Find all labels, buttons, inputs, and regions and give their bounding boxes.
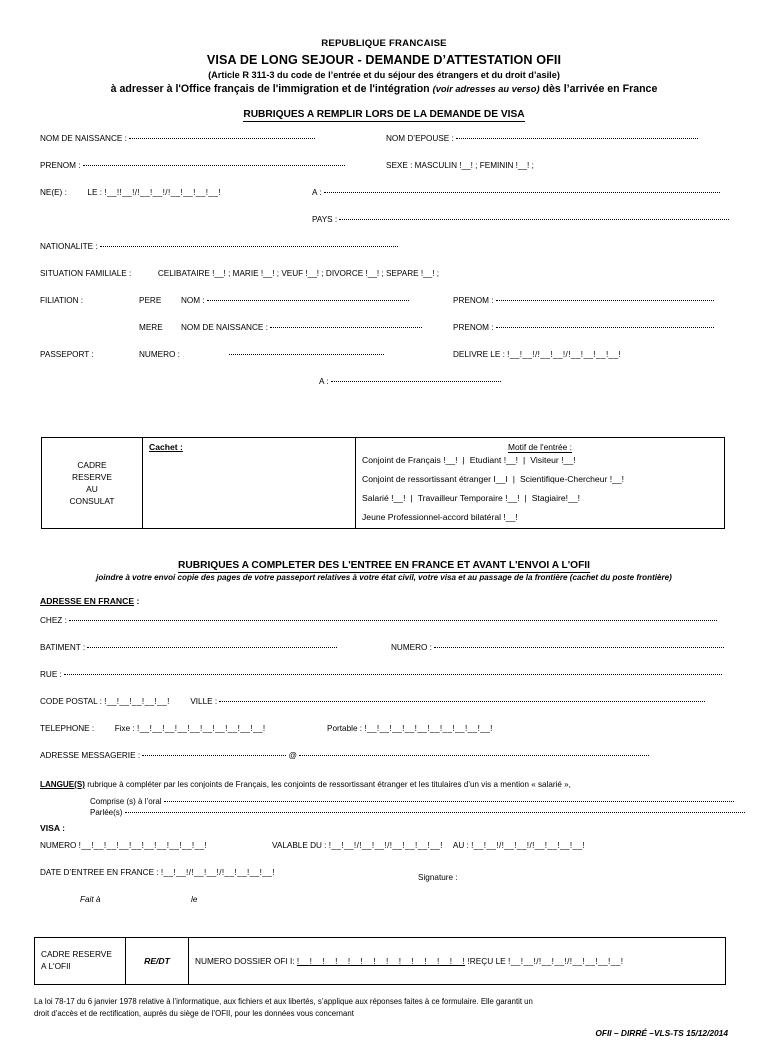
motif-option-etudiant[interactable]: Etudiant !__! [469,455,519,465]
addressee-text-a: à adresser à l'Office français de l'immigration et de l'intégration [110,83,433,95]
ville-input[interactable] [219,700,705,702]
batiment-input[interactable] [87,646,337,648]
passeport-numero-label: NUMERO : [139,349,180,359]
consulate-reserved-box [41,437,725,529]
nationalite-label: NATIONALITE : [40,241,98,251]
ofii-dossier-boxes[interactable]: !__!__!__!__!__!__!__!__!__!__!__!__!__! [296,956,466,966]
nationalite-input[interactable] [100,245,398,247]
langue-parlee-label: Parlée(s) [90,807,123,817]
row-nom-naissance [0,134,768,161]
passeport-delivre-boxes[interactable]: !__!__!/!__!__!/!__!__!__!__! [507,349,622,359]
ofii-row [35,938,726,985]
passeport-numero-input-wrap [229,350,384,359]
motif-option-stagiaire[interactable]: Stagiaire!__! [531,493,580,503]
visa-block-heading: VISA : [40,822,65,833]
ne-lieu-input[interactable] [324,191,720,193]
page-title: VISA DE LONG SEJOUR - DEMANDE D’ATTESTATION OFII [206,53,562,67]
mid-section [0,554,768,920]
row-prenom [0,161,768,188]
legal-notice-line-1: La loi 78-17 du 6 janvier 1978 relative à l’informatique, aux fichiers et aux libertés, s’applique aux réponses faites à ce formulaire. Elle garantit un [34,997,533,1006]
motif-divider: | [410,493,413,503]
ofii-reserved-box [34,937,726,985]
legal-notice-line-2: droit d’accès et de rectification, auprès du siège de l’OFII, pour les données vous concernant [34,1008,354,1018]
mere-nom-group [181,323,422,332]
nom-epouse-label: NOM D’EPOUSE : [386,133,454,143]
passeport-lieu-input[interactable] [331,380,501,382]
ofii-cadre-cell [35,938,126,985]
visa-numero-boxes[interactable]: !__!__!__!__!__!__!__!__!__!__! [78,840,208,850]
row-filiation-mere [0,323,768,350]
consulate-cadre-line-2: RESERVE [72,471,112,482]
motif-row-4 [362,512,718,522]
passeport-delivre-group [453,350,621,359]
nom-epouse-group [386,134,698,143]
row-code-postal-ville [0,697,768,724]
pere-prenom-input[interactable] [496,299,714,301]
row-visa-numero [0,841,768,868]
consulate-cadre-cell [42,438,143,529]
adresse-en-france-colon: : [134,595,140,606]
motif-entree-heading-text: Motif de l'entrée : [508,442,572,452]
motif-row-1 [362,455,718,465]
addressee-instruction [0,83,768,97]
row-nationalite [0,242,768,269]
motif-entree-cell [356,438,725,529]
addressee-text-b: dès l’arrivée en France [539,83,658,95]
legal-article-reference: (Article R 311-3 du code de l’entrée et du séjour des étrangers et du droit d’asile) [208,70,560,80]
address-fields [0,616,768,778]
row-pays [0,215,768,242]
passeport-label: PASSEPORT : [40,349,94,359]
ne-le-label: LE : [87,187,102,197]
page-header-republic: REPUBLIQUE FRANCAISE [321,38,447,49]
telephone-fixe-label: Fixe : [114,723,135,733]
date-entree-boxes[interactable]: !__!__!/!__!__!/!__!__!__!__! [160,867,275,877]
passeport-lieu-label: A : [319,376,329,386]
batiment-label: BATIMENT : [40,642,86,652]
motif-option-salarie[interactable]: Salarié !__! [362,493,406,503]
mere-nom-naissance-input[interactable] [270,326,422,328]
row-telephone [0,724,768,751]
motif-entree-heading [362,442,718,452]
row-fait-a-le [0,895,768,920]
row-langue-parlee [40,808,768,817]
numero-input[interactable] [434,646,724,648]
motif-row-2 [362,474,718,484]
telephone-portable-group [327,724,493,733]
langues-instruction: rubrique à compléter par les conjoints de Français, les conjoints de ressortissant étranger et les titulaires d’un vis a mention « salarié », [84,779,571,789]
section-subtitle-attachments: joindre à votre envoi copie des pages de votre passeport relatives à votre état civil, votre visa et au passage de la frontière (cachet du poste frontière) [96,573,672,582]
passeport-numero-input[interactable] [229,353,384,355]
visa-au-boxes[interactable]: !__!__!/!__!__!/!__!__!__!__! [471,840,586,850]
pere-label: PERE [139,295,162,305]
telephone-fixe-boxes[interactable]: !__!__!__!__!__!__!__!__!__!__! [137,723,266,733]
motif-option-travailleur-temporaire[interactable]: Travailleur Temporaire !__! [417,493,520,503]
pere-nom-group [181,296,409,305]
ne-label: NE(E) : [40,187,67,197]
section-heading-visa-application-text: RUBRIQUES A REMPLIR LORS DE LA DEMANDE DE VISA [243,108,525,120]
chez-input[interactable] [69,619,717,621]
situation-familiale-options[interactable]: CELIBATAIRE !__! ; MARIE !__! ; VEUF !__! ; DIVORCE !__! ; SEPARE !__! ; [157,268,440,278]
motif-divider: | [523,455,526,465]
langue-comprise-input[interactable] [164,800,734,802]
motif-option-scientifique-chercheur[interactable]: Scientifique-Chercheur !__! [519,474,625,484]
row-rue [0,670,768,697]
motif-row-3 [362,493,718,503]
pere-nom-label: NOM : [181,295,205,305]
pere-prenom-group [453,296,714,305]
visa-valable-du-boxes[interactable]: !__!__!/!__!__!/!__!__!__!__! [328,840,443,850]
row-passeport [0,350,768,377]
ofii-dossier-label: NUMERO DOSSIER OFI I: [195,956,295,966]
passeport-lieu-group [319,377,501,386]
consulate-cadre-line-1: CADRE [77,459,107,470]
nom-naissance-input[interactable] [129,137,315,139]
langues-heading-row [40,780,768,789]
passeport-delivre-label: DELIVRE LE : [453,349,505,359]
adresse-messagerie-label: ADRESSE MESSAGERIE : [40,750,141,760]
telephone-label: TELEPHONE : [40,723,95,733]
ne-le-date-boxes[interactable]: !__!!__!/!__!__!/!__!__!__!__! [104,187,221,197]
date-entree-label: DATE D’ENTREE EN FRANCE : [40,867,159,877]
pere-prenom-label: PRENOM : [453,295,494,305]
ofii-redt-cell: RE/DT [126,938,189,985]
ne-lieu-group [312,188,720,197]
rue-input[interactable] [64,673,722,675]
visa-numero-label: NUMERO [40,840,77,850]
row-langue-comprise [40,797,768,806]
mere-prenom-group [453,323,714,332]
row-date-entree [0,868,768,895]
motif-option-visiteur[interactable]: Visiteur !__! [530,455,576,465]
consulate-cadre-line-3: AU [86,484,98,494]
row-situation-familiale [0,269,768,296]
telephone-portable-label: Portable : [327,723,363,733]
mere-prenom-label: PRENOM : [453,322,494,332]
mere-label: MERE [139,322,163,332]
code-postal-boxes[interactable]: !__!__!__!__!__! [104,696,170,706]
code-postal-label: CODE POSTAL : [40,696,102,706]
visa-valable-du-label: VALABLE DU : [272,840,327,850]
section-heading-visa-application [0,109,768,120]
row-chez [0,616,768,643]
ofii-recu-le-label: !REÇU LE [467,956,506,966]
section-heading-after-entry [0,560,768,571]
langues-block [0,780,768,817]
numero-group [391,643,724,652]
visa-block-fields [0,841,768,920]
row-naissance [0,188,768,215]
ville-label: VILLE : [190,696,218,706]
adresse-en-france-heading [0,596,768,606]
pays-group [312,215,729,224]
nom-naissance-label: NOM DE NAISSANCE : [40,133,127,143]
filiation-label: FILIATION : [40,295,84,305]
ofii-cadre-line-2: A L'OFII [41,961,71,971]
addressee-verso-note: (voir adresses au verso) [432,84,540,94]
motif-option-conjoint-francais[interactable]: Conjoint de Français !__! [362,455,458,465]
motif-option-jeune-professionnel[interactable]: Jeune Professionnel-accord bilatéral !__! [362,512,518,522]
signature-label: Signature : [418,872,458,882]
langues-heading: LANGUE(S) [40,779,85,789]
situation-familiale-label: SITUATION FAMILIALE : [40,268,132,278]
pere-nom-input[interactable] [207,299,409,301]
row-filiation-pere [0,296,768,323]
at-sign: @ [288,750,297,760]
motif-divider: | [462,455,465,465]
adresse-messagerie-local-input[interactable] [142,754,286,756]
mere-prenom-input[interactable] [496,326,714,328]
legal-notice [34,996,728,1019]
fait-le-label: le [191,894,198,904]
document-page [0,38,768,1062]
adresse-messagerie-domain-input[interactable] [299,754,649,756]
numero-label: NUMERO : [391,642,432,652]
mere-nom-naissance-label: NOM DE NAISSANCE : [181,322,268,332]
section-heading-after-entry-text: RUBRIQUES A COMPLETER DES L'ENTREE EN FRANCE ET AVANT L'ENVOI A L'OFII [178,560,590,571]
cachet-label: Cachet : [149,442,183,452]
ofii-cadre-line-1: CADRE RESERVE [41,949,112,960]
visa-valable-group [272,841,585,850]
form-reference-footer: OFII – DIRRÉ –VLS-TS 15/12/2014 [595,1028,728,1038]
fait-a-label: Fait à [80,894,101,904]
prenom-input[interactable] [83,164,345,166]
row-batiment-numero [0,643,768,670]
ne-lieu-label: A : [312,187,322,197]
sexe-label-and-options: SEXE : MASCULIN !__! ; FEMININ !__! ; [386,160,534,170]
rue-label: RUE : [40,669,62,679]
langue-comprise-label: Comprise (s) à l’oral [90,796,162,806]
cachet-cell[interactable] [143,438,356,529]
pays-input[interactable] [339,218,729,220]
telephone-portable-boxes[interactable]: !__!__!__!__!__!__!__!__!__!__! [364,723,493,733]
prenom-label: PRENOM : [40,160,81,170]
langue-parlee-input[interactable] [125,811,745,813]
consulate-cadre-line-4: CONSULAT [69,496,115,507]
visa-au-label: AU : [452,840,469,850]
sexe-group[interactable] [386,161,534,170]
adresse-en-france-heading-text: ADRESSE EN FRANCE [40,595,135,606]
ofii-dossier-cell [189,938,726,985]
row-adresse-messagerie [0,751,768,778]
motif-option-conjoint-etranger[interactable]: Conjoint de ressortissant étranger I__I [362,474,508,484]
visa-application-fields [0,134,768,402]
row-passeport-lieu [0,377,768,402]
pays-label: PAYS : [312,214,338,224]
ofii-recu-le-boxes[interactable]: !__!__!/!__!__!/!__!__!__!__! [508,956,624,966]
nom-epouse-input[interactable] [456,137,698,139]
motif-divider: | [512,474,515,484]
chez-label: CHEZ : [40,615,67,625]
motif-divider: | [524,493,527,503]
